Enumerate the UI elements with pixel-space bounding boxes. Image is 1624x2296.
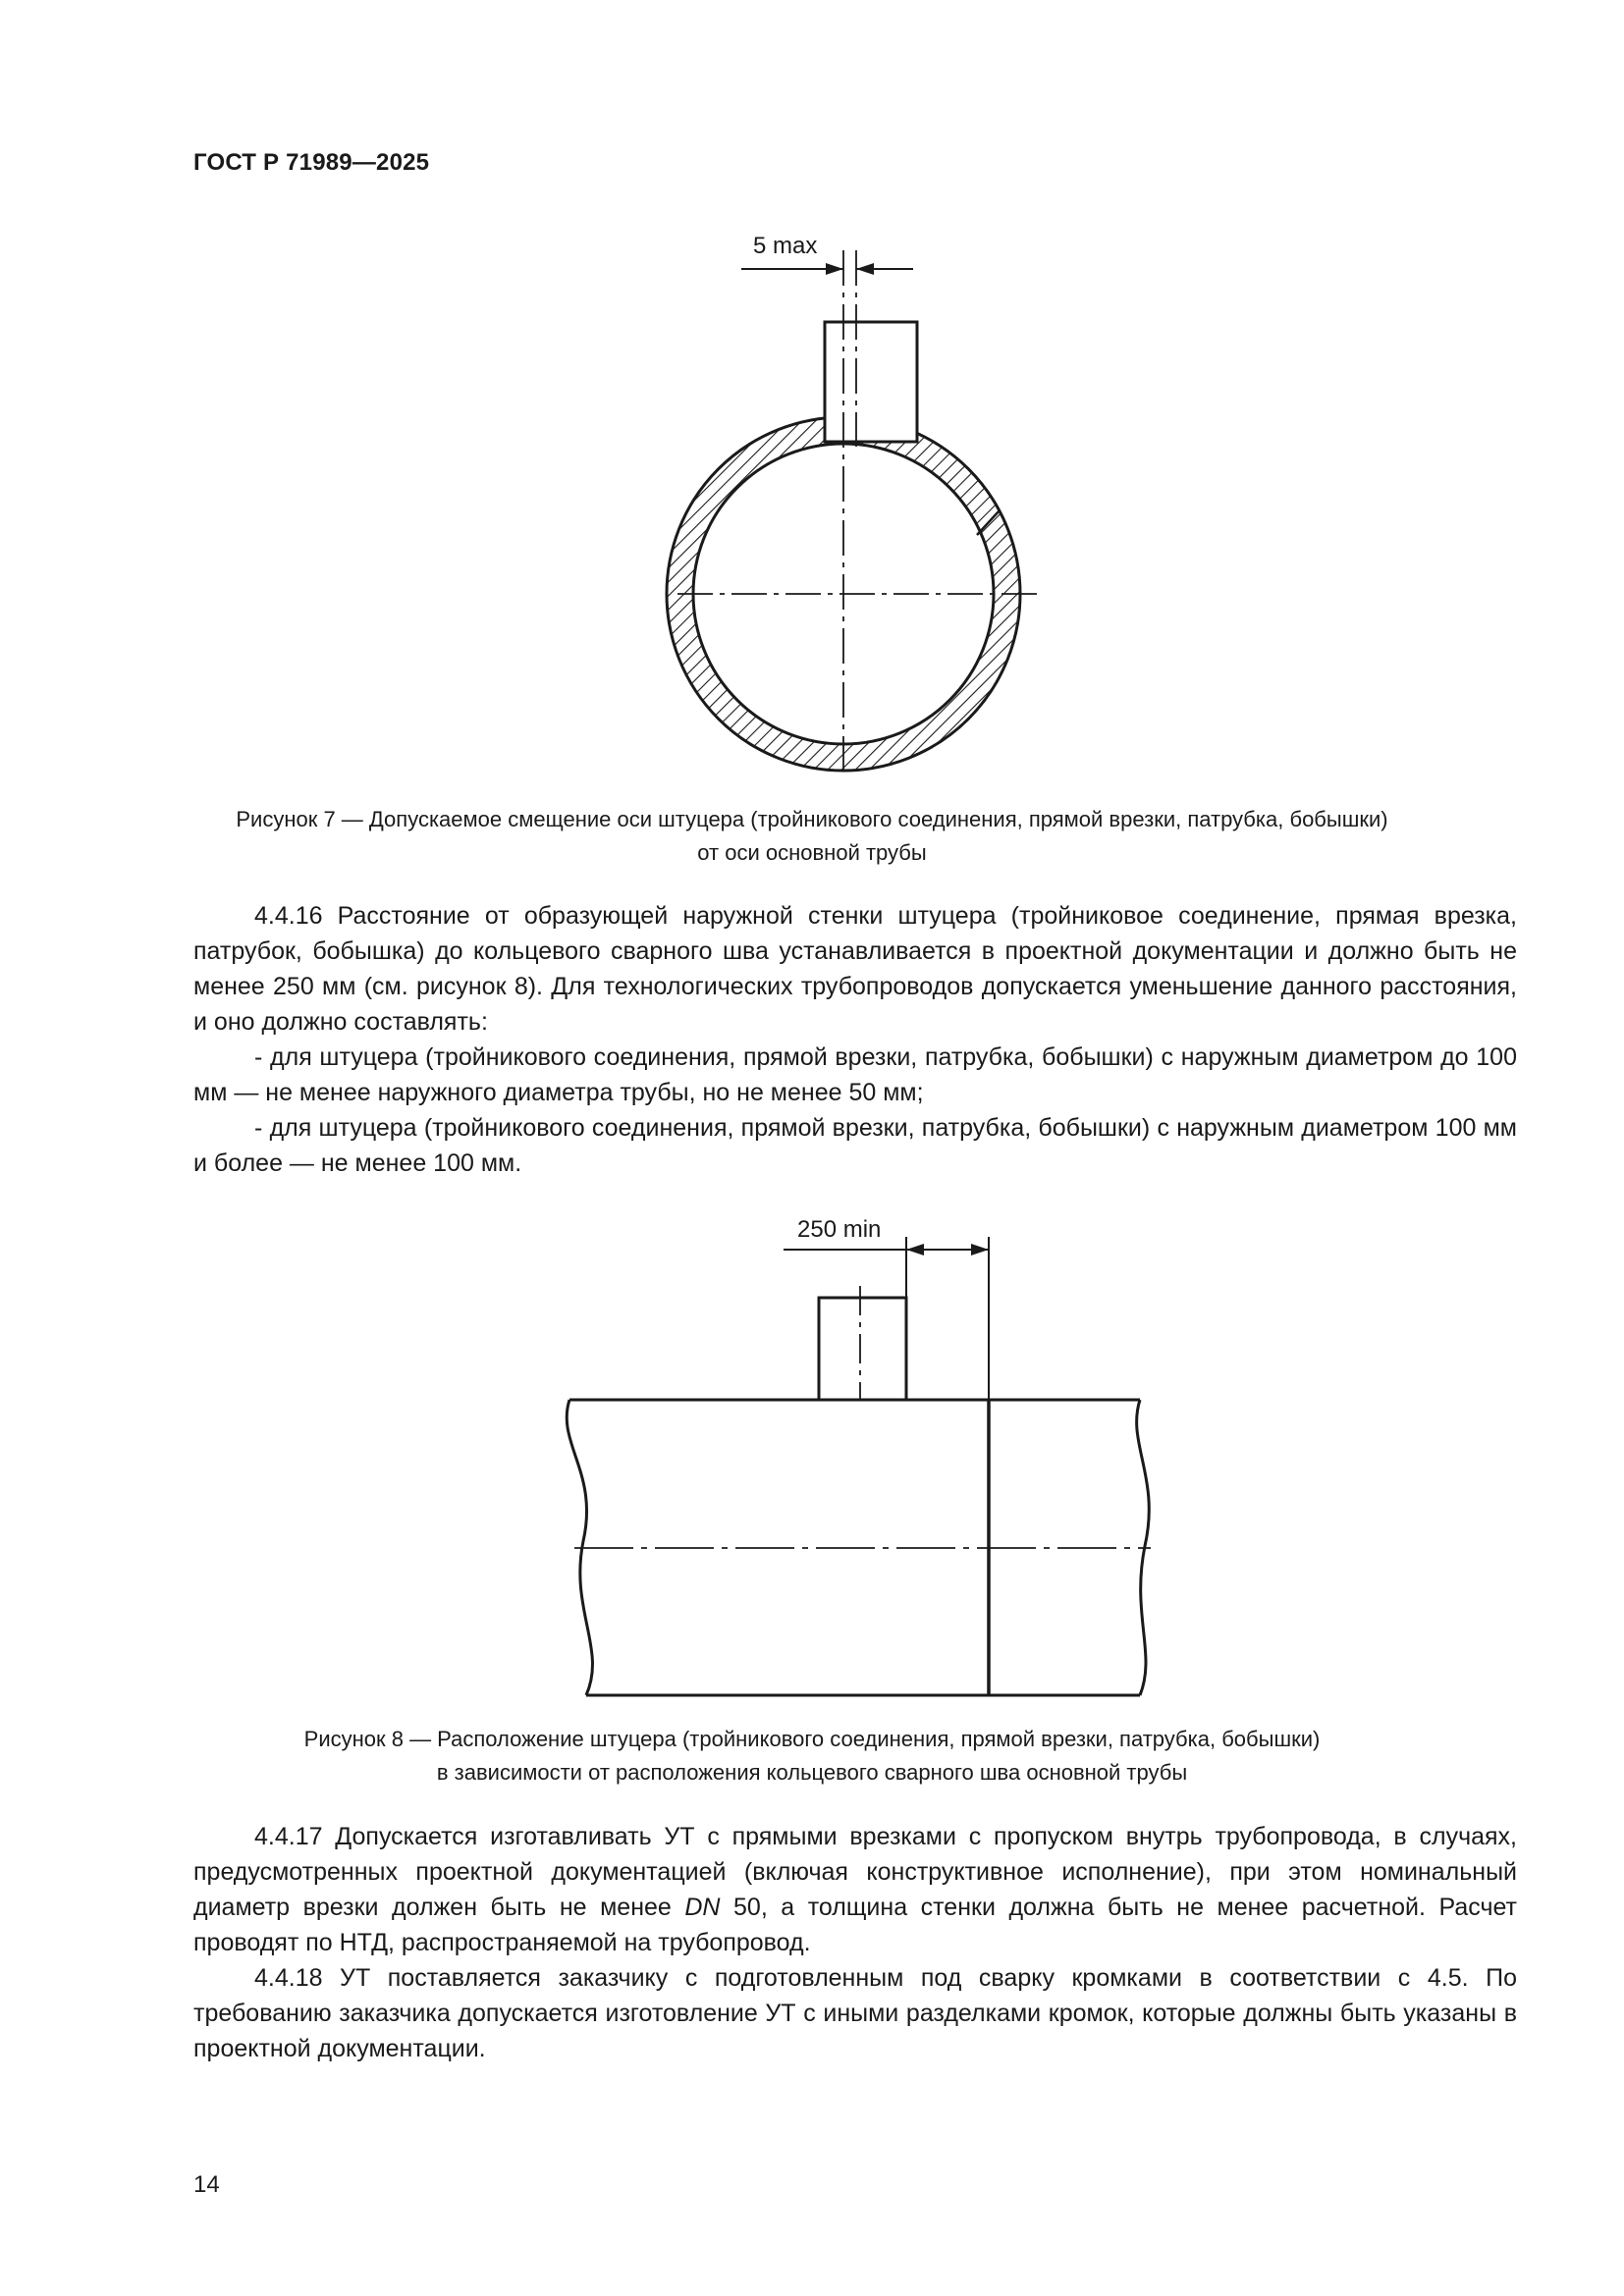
arrow-left (906, 1244, 924, 1255)
figure-8-drawing (550, 1198, 1159, 1708)
paragraph-4-4-17-end: 50, а толщина стенки должна быть не менее расчетной. Расчет проводят по НТД, распространяемой на трубопровод. (193, 1894, 1518, 1956)
figure-7-caption-line-1: Рисунок 7 — Допускаемое смещение оси штуцера (тройникового соединения, прямой врезки, патрубка, бобышки) (236, 807, 1388, 831)
figure-7-drawing (589, 216, 1100, 785)
nozzle-outline (819, 1298, 906, 1400)
page-number: 14 (193, 2171, 220, 2198)
paragraph-4-4-16: 4.4.16 Расстояние от образующей наружной стенки штуцера (тройниковое соединение, прямая врезка, патрубок, бобышка) до кольцевого сварного шва устанавливается в проектной документации и должно быть не менее 250 мм (см. рисунок 8). Для технологических трубопроводов допускается уменьшение данного расстояния, и оно должно составлять: (193, 902, 1517, 1036)
figure-8-caption-line-1: Рисунок 8 — Расположение штуцера (тройникового соединения, прямой врезки, патрубка, бобышки) (303, 1727, 1321, 1751)
figure-7-caption-line-2: от оси основной трубы (697, 840, 927, 865)
dimension-label-5-max: 5 max (753, 233, 818, 259)
document-header: ГОСТ Р 71989—2025 (193, 149, 430, 176)
figure-7-caption (157, 803, 1467, 870)
section-4-4-16 (193, 898, 1517, 1181)
figure-8-caption (157, 1723, 1467, 1789)
list-item-1: - для штуцера (тройникового соединения, прямой врезки, патрубка, бобышки) с наружным диаметром до 100 мм — не менее наружного диаметра трубы, но не менее 50 мм; (193, 1043, 1517, 1106)
arrow-left (826, 263, 843, 275)
dimension-label-250-min: 250 min (797, 1216, 882, 1243)
nozzle-outline (825, 322, 917, 442)
arrow-right (856, 263, 874, 275)
paragraph-4-4-17-start: 4.4.17 Допускается изготавливать УТ с прямыми врезками с пропуском внутрь трубопровода, в случаях, предусмотренных проектной документацией (включая конструктивное исполнение), при этом номинальный диаметр врезки должен быть не менее (193, 1823, 1517, 1921)
paragraph-4-4-17 (193, 1819, 1517, 1960)
list-item-2: - для штуцера (тройникового соединения, прямой врезки, патрубка, бобышки) с наружным диаметром 100 мм и более — не менее 100 мм. (193, 1114, 1517, 1177)
arrow-right (971, 1244, 989, 1255)
paragraph-4-4-18: 4.4.18 УТ поставляется заказчику с подготовленным под сварку кромками в соответствии с 4.5. По требованию заказчика допускается изготовление УТ с иными разделками кромок, которые должны быть указаны в проектной документации. (193, 1964, 1517, 2062)
sections-4-4-17-18 (193, 1819, 1517, 2066)
figure-8-caption-line-2: в зависимости от расположения кольцевого сварного шва основной трубы (436, 1760, 1188, 1785)
dn-symbol: DN (684, 1894, 721, 1921)
